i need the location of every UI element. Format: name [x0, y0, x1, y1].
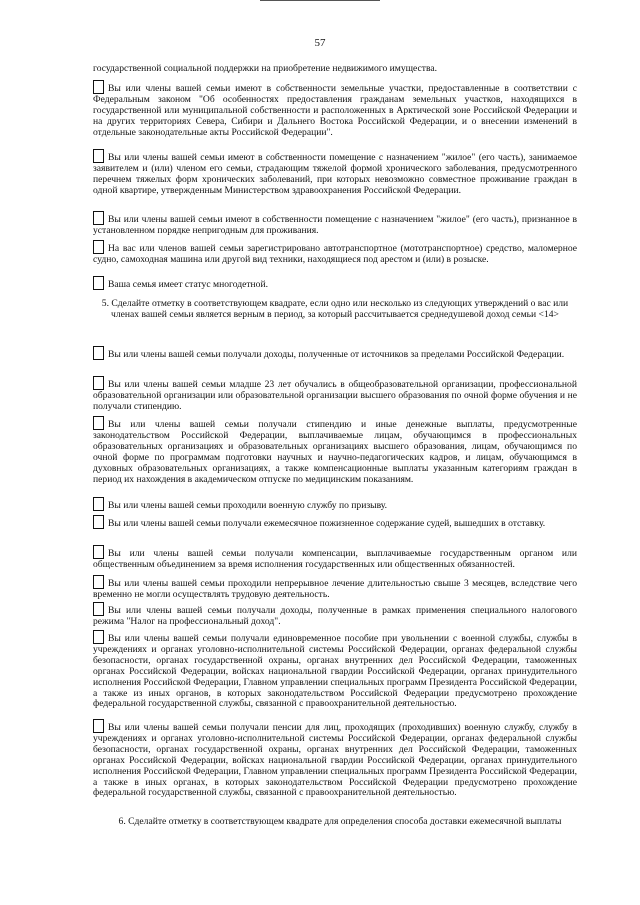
item-text: Вы или члены вашей семьи проходили непрерывное лечение длительностью свыше 3 месяцев, вследствие чего временно не могли осуществлять трудовую деятельность. [93, 578, 577, 600]
section6-title: 6. Сделайте отметку в соответствующем квадрате для определения способа доставки ежемесячной выплаты [118, 816, 562, 827]
top-rule [260, 0, 380, 1]
item-text: Вы или члены вашей семьи получали компенсации, выплачиваемые государственным органом или общественным объединением за время исполнения государственных или общественных обязанностей. [93, 548, 577, 570]
item-text: Вы или члены вашей семьи имеют в собственности помещение с назначением "жилое" (его часть), занимаемое заявителем и (или) членом его семьи, страдающим тяжелой формой хронического заболевания, предусмотренного перечнем тяжелых форм хронических заболеваний, при которых невозможно совместное проживание граждан в одной квартире, утвержденным Министерством здравоохранения Российской Федерации. [93, 152, 577, 196]
checkbox[interactable] [93, 630, 104, 644]
page-number: 57 [314, 37, 326, 49]
section4-item-4 [93, 240, 577, 266]
item-text: Вы или члены вашей семьи получали доходы, полученные от источников за пределами Российской Федерации. [108, 349, 565, 360]
section5-item-5 [93, 515, 577, 530]
section5-item-8 [93, 602, 577, 628]
checkbox[interactable] [93, 515, 104, 529]
item-text: Вы или члены вашей семьи младше 23 лет обучались в общеобразовательной организации, профессиональной образовательной организации или образовательной организации высшего образования по очной форме обучения и не получали стипендию. [93, 379, 577, 412]
item-text: Вы или члены вашей семьи проходили военную службу по призыву. [108, 500, 388, 511]
checkbox[interactable] [93, 719, 104, 733]
item-text: Ваша семья имеет статус многодетной. [108, 279, 269, 290]
checkbox[interactable] [93, 497, 104, 511]
item-text: Вы или члены вашей семьи имеют в собственности земельные участки, предоставленные в соответствии с Федеральным законом "Об особенностях предоставления гражданам земельных участков, находящихся в государственной или муниципальной собственности и расположенных в Арктической зоне Российской Федерации и на других территориях Севера, Сибири и Дальнего Востока Российской Федерации, и о внесении изменений в отдельные законодательные акты Российской Федерации". [93, 83, 577, 138]
checkbox[interactable] [93, 211, 104, 225]
intro-line: государственной социальной поддержки на приобретение недвижимого имущества. [93, 63, 438, 74]
section5-item-3 [93, 416, 577, 485]
checkbox[interactable] [93, 149, 104, 163]
item-text: Вы или члены вашей семьи получали ежемесячное пожизненное содержание судей, вышедших в отставку. [108, 518, 546, 529]
checkbox[interactable] [93, 602, 104, 616]
item-text: На вас или членов вашей семьи зарегистрировано автотранспортное (мототранспортное) средство, маломерное судно, самоходная машина или другой вид техники, находящиеся под арестом и (или) в розыске. [93, 243, 577, 265]
item-text: Вы или члены вашей семьи получали единовременное пособие при увольнении с военной службы, службы в учреждениях и органах уголовно-исполнительной системы Российской Федерации, органах федеральной службы безопасности, органах государственной охраны, органах внутренних дел Российской Федерации, таможенных органах Российской Федерации, войсках национальной гвардии Российской Федерации, органах принудительного исполнения Российской Федерации, Главном управлении специальных программ Президента Российской Федерации, а также из иных органов, в которых законодательством Российской Федерации предусмотрено прохождение федеральной государственной службы, связанной с правоохранительной деятельностью. [93, 633, 577, 710]
section5-item-10 [93, 719, 577, 799]
checkbox[interactable] [93, 575, 104, 589]
section5-title: 5. Сделайте отметку в соответствующем квадрате, если одно или несколько из следующих утверждений о вас или членах вашей семьи является верным в период, за который рассчитывается среднедушевой доход семьи <14> [101, 298, 569, 320]
item-text: Вы или члены вашей семьи получали доходы, полученные в рамках применения специального налогового режима "Налог на профессиональный доход". [93, 605, 577, 627]
section5-item-1 [93, 346, 577, 361]
checkbox[interactable] [93, 376, 104, 390]
item-text: Вы или члены вашей семьи получали пенсии для лиц, проходящих (проходивших) военную службу, службу в учреждениях и органах уголовно-исполнительной системы Российской Федерации, органах федеральной службы безопасности, органах государственной охраны, органах внутренних дел Российской Федерации, таможенных органах Российской Федерации, войсках национальной гвардии Российской Федерации, органах принудительного исполнения Российской Федерации, Главном управлении специальных программ Президента Российской Федерации, а также в иных органах, в которых законодательством Российской Федерации предусмотрено прохождение федеральной государственной службы, связанной с правоохранительной деятельностью. [93, 722, 577, 799]
checkbox[interactable] [93, 545, 104, 559]
section5-item-9 [93, 630, 577, 710]
checkbox[interactable] [93, 416, 104, 430]
checkbox[interactable] [93, 240, 104, 254]
checkbox[interactable] [93, 346, 104, 360]
section4-item-3 [93, 211, 577, 237]
section5-item-2 [93, 376, 577, 413]
section5-item-6 [93, 545, 577, 571]
section4-item-5 [93, 276, 577, 291]
checkbox[interactable] [93, 80, 104, 94]
section4-item-1 [93, 80, 577, 139]
item-text: Вы или члены вашей семьи имеют в собственности помещение с назначением "жилое" (его часть), признанное в установленном порядке непригодным для проживания. [93, 214, 577, 236]
section4-item-2 [93, 149, 577, 197]
checkbox[interactable] [93, 276, 104, 290]
section5-item-4 [93, 497, 577, 512]
item-text: Вы или члены вашей семьи получали стипендию и иные денежные выплаты, предусмотренные законодательством Российской Федерации, выплачиваемые лицам, обучающимся в профессиональных образовательных организациях и образовательных организациях высшего образования, лицам, обучающимся по очной форме по программам подготовки научных и научно-педагогических кадров, и лицам, обучающимся в духовных образовательных организациях, а также компенсационные выплаты указанным категориям граждан в период их нахождения в академическом отпуске по медицинским показаниям. [93, 419, 577, 485]
section5-item-7 [93, 575, 577, 601]
